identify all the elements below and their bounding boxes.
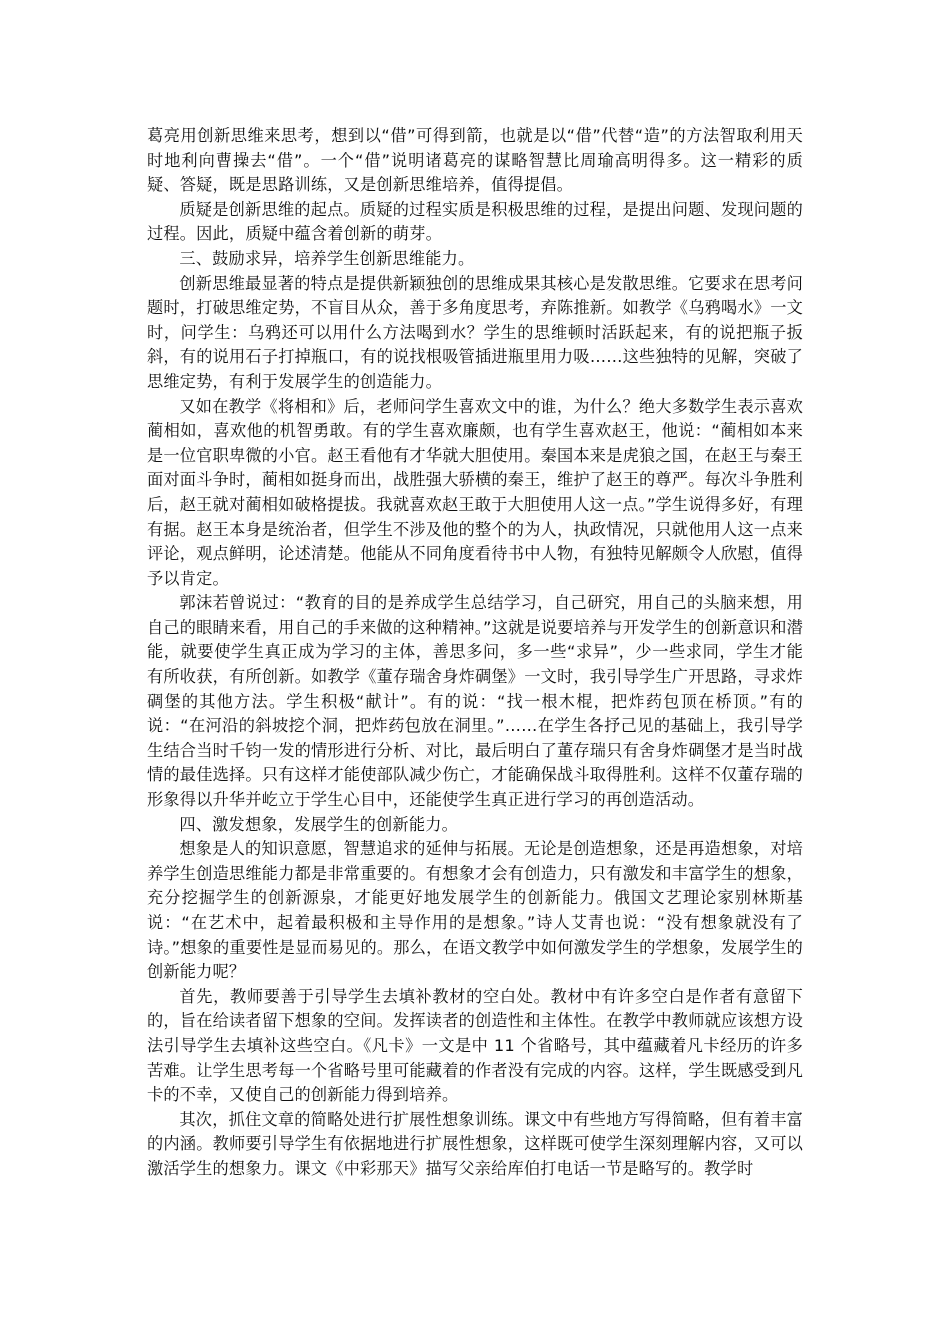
paragraph-9: 首先，教师要善于引导学生去填补教材的空白处。教材中有许多空白是作者有意留下的，旨在给读者留下想象的空间。发挥读者的创造性和主体性。在教学中教师就应该想方设法引导学生去填补这些空白。《凡卡》一文是中 11 个省略号，其中蕴藏着凡卡经历的许多苦难。让学生思考每一个省略号里可能藏着的作者没有完成的内容。这样，学生既感受到凡卡的不幸，又使自己的创新能力得到培养。 (147, 986, 803, 1105)
paragraph-1: 葛亮用创新思维来思考，想到以“借”可得到箭，也就是以“借”代替“造”的方法智取利用天时地利向曹操去“借”。一个“借”说明诸葛亮的谋略智慧比周瑜高明得多。这一精彩的质疑、答疑，既是思路训练，又是创新思维培养，值得提倡。 (147, 126, 803, 195)
paragraph-2: 质疑是创新思维的起点。质疑的过程实质是积极思维的过程，是提出问题、发现问题的过程。因此，质疑中蕴含着创新的萌芽。 (147, 199, 803, 244)
paragraph-10: 其次，抓住文章的简略处进行扩展性想象训练。课文中有些地方写得简略，但有着丰富的内涵。教师要引导学生有依据地进行扩展性想象，这样既可使学生深刻理解内容，又可以激活学生的想象力。课文《中彩那天》描写父亲给库伯打电话一节是略写的。教学时 (147, 1109, 803, 1178)
paragraph-6: 郭沫若曾说过：“教育的目的是养成学生总结学习，自己研究，用自己的头脑来想，用自己的眼睛来看，用自己的手来做的这种精神。”这就是说要培养与开发学生的创新意识和潜能，就要使学生真正成为学习的主体，善思多问，多一些“求异”，少一些求同，学生才能有所收获，有所创新。如教学《董存瑞舍身炸碉堡》一文时，我引导学生广开思路，寻求炸碉堡的其他方法。学生积极“献计”。有的说：“找一根木棍，把炸药包顶在桥顶。”有的说：“在河沿的斜坡挖个洞，把炸药包放在洞里。”……在学生各抒己见的基础上，我引导学生结合当时千钧一发的情形进行分析、对比，最后明白了董存瑞只有舍身炸碉堡才是当时战情的最佳选择。只有这样才能使部队减少伤亡，才能确保战斗取得胜利。这样不仅董存瑞的形象得以升华并屹立于学生心目中，还能使学生真正进行学习的再创造活动。 (147, 593, 803, 810)
paragraph-4: 创新思维最显著的特点是提供新颖独创的思维成果其核心是发散思维。它要求在思考问题时，打破思维定势，不盲目从众，善于多角度思考，弃陈推新。如教学《乌鸦喝水》一文时，问学生：乌鸦还可以用什么方法喝到水？学生的思维顿时活跃起来，有的说把瓶子扳斜，有的说用石子打掉瓶口，有的说找根吸管插进瓶里用力吸……这些独特的见解，突破了思维定势，有利于发展学生的创造能力。 (147, 273, 803, 391)
section-heading-4: 四、激发想象，发展学生的创新能力。 (179, 814, 458, 834)
paragraph-8: 想象是人的知识意愿，智慧追求的延伸与拓展。无论是创造想象，还是再造想象，对培养学生创造思维能力都是非常重要的。有想象才会有创造力，只有激发和丰富学生的想象，充分挖掘学生的创新源泉，才能更好地发展学生的创新能力。俄国文艺理论家别林斯基说：“在艺术中，起着最积极和主导作用的是想象。”诗人艾青也说：“没有想象就没有了诗。”想象的重要性是显而易见的。那么，在语文教学中如何激发学生的学想象，发展学生的创新能力呢？ (147, 839, 803, 982)
section-heading-3: 三、鼓励求异，培养学生创新思维能力。 (179, 248, 475, 268)
paragraph-5: 又如在教学《将相和》后，老师问学生喜欢文中的谁，为什么？绝大多数学生表示喜欢蔺相如，喜欢他的机智勇敢。有的学生喜欢廉颇，也有学生喜欢赵王，他说：“蔺相如本来是一位官职卑微的小官。赵王看他有才华就大胆使用。秦国本来是虎狼之国，在赵王与秦王面对面斗争时，蔺相如挺身而出，战胜强大骄横的秦王，维护了赵王的尊严。每次斗争胜利后，赵王就对蔺相如破格提拔。我就喜欢赵王敢于大胆使用人这一点。”学生说得多好，有理有据。赵王本身是统治者，但学生不涉及他的整个的为人，执政情况，只就他用人这一点来评论，观点鲜明，论述清楚。他能从不同角度看待书中人物，有独特见解颇令人欣慰，值得予以肯定。 (147, 396, 803, 588)
document-body (147, 124, 803, 1182)
